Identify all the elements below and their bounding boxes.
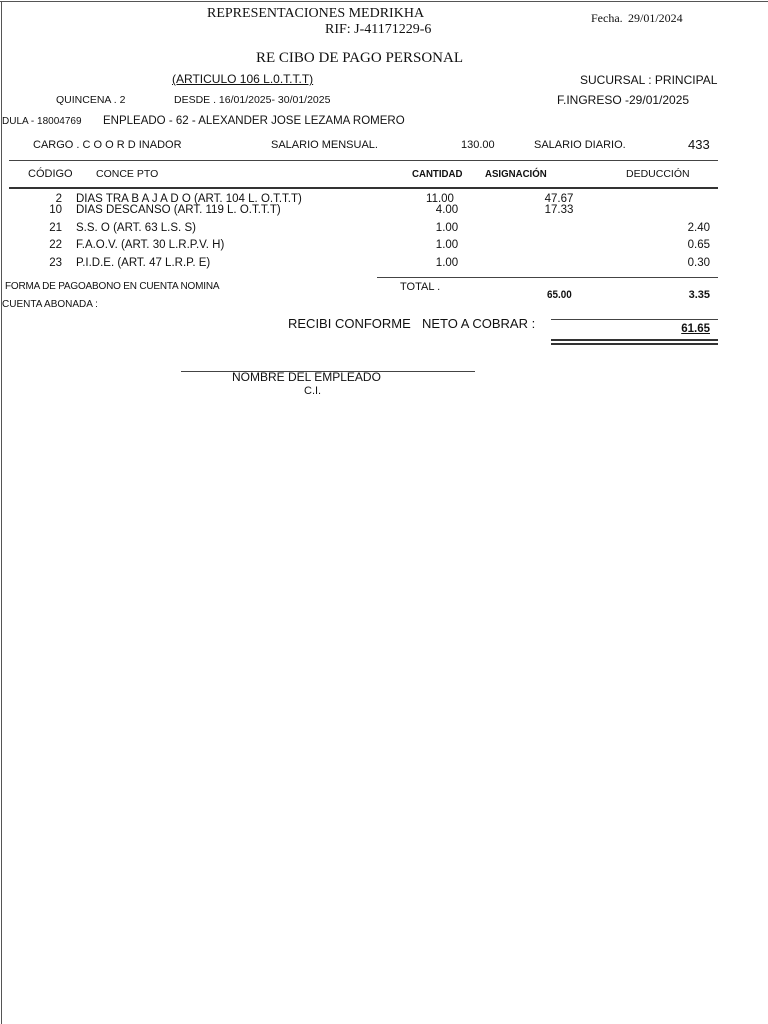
column-header-codigo: CÓDIGO	[28, 168, 73, 180]
table-header-bottom-rule	[9, 187, 718, 189]
article-reference: (ARTICULO 106 L.0.T.T.T)	[172, 72, 314, 86]
row-cantidad: 11.00	[426, 193, 454, 205]
company-rif: RIF: J-41171229-6	[325, 22, 432, 37]
row-cantidad: 1.00	[435, 239, 459, 251]
total-label: TOTAL .	[400, 281, 441, 293]
row-concepto: F.A.O.V. (ART. 30 L.R.P.V. H)	[76, 239, 225, 251]
monthly-salary-label: SALARIO MENSUAL.	[271, 139, 378, 151]
row-cantidad: 1.00	[435, 257, 459, 269]
left-border	[1, 1, 2, 1024]
row-codigo: 10	[49, 204, 62, 216]
table-header-top-rule	[9, 160, 718, 161]
quincena: QUINCENA . 2	[56, 94, 126, 106]
account-deposited: CUENTA ABONADA :	[2, 299, 98, 310]
row-deduccion: 0.65	[687, 239, 710, 251]
daily-salary-value: 433	[688, 137, 710, 152]
row-deduccion: 2.40	[687, 222, 710, 234]
total-deduccion: 3.35	[688, 289, 710, 301]
net-pay-value: 61.65	[681, 323, 710, 335]
job-title: CARGO . C O O R D INADOR	[33, 139, 182, 151]
row-concepto: P.I.D.E. (ART. 47 L.R.P. E)	[76, 257, 211, 269]
employee-name-label: NOMBRE DEL EMPLEADO	[232, 370, 381, 384]
date-label: Fecha.	[591, 11, 623, 25]
period-range: DESDE . 16/01/2025- 30/01/2025	[174, 94, 331, 106]
monthly-salary-value: 130.00	[461, 139, 495, 151]
column-header-concepto: CONCE PTO	[96, 168, 159, 180]
company-name: REPRESENTACIONES MEDRIKHA	[207, 6, 425, 21]
net-pay-double-rule-2	[551, 343, 718, 345]
top-border	[0, 1, 768, 2]
net-pay-label: NETO A COBRAR :	[422, 316, 536, 331]
date-value: 29/01/2024	[628, 11, 683, 25]
row-cantidad: 4.00	[435, 204, 459, 216]
row-codigo: 21	[49, 222, 62, 234]
row-asignacion: 47.67	[544, 193, 574, 205]
employee-id: DULA - 18004769	[2, 116, 82, 127]
row-deduccion: 0.30	[687, 257, 710, 269]
daily-salary-label: SALARIO DIARIO.	[534, 139, 626, 151]
receipt-title: RE CIBO DE PAGO PERSONAL	[256, 50, 463, 66]
row-concepto: S.S. O (ART. 63 L.S. S)	[76, 222, 196, 234]
row-codigo: 22	[49, 239, 62, 251]
hire-date: F.INGRESO -29/01/2025	[557, 93, 690, 107]
column-header-deduccion: DEDUCCIÓN	[626, 168, 690, 180]
branch: SUCURSAL : PRINCIPAL	[580, 73, 718, 87]
net-pay-top-rule	[551, 319, 718, 320]
row-codigo: 2	[55, 193, 62, 205]
employee-name: ENPLEADO - 62 - ALEXANDER JOSE LEZAMA ROMERO	[103, 115, 405, 127]
total-asignacion: 65.00	[547, 289, 572, 301]
row-codigo: 23	[49, 257, 62, 269]
column-header-asignacion: ASIGNACIÓN	[485, 168, 547, 180]
row-concepto: DIAS TRA B A J A D O (ART. 104 L. O.T.T.T)	[76, 193, 302, 205]
row-concepto: DIAS DESCANSO (ART. 119 L. O.T.T.T)	[76, 204, 281, 216]
ci-label: C.I.	[304, 385, 322, 397]
row-asignacion: 17.33	[544, 204, 574, 216]
payment-method: FORMA DE PAGOABONO EN CUENTA NOMINA	[5, 281, 220, 292]
column-header-cantidad: CANTIDAD	[412, 168, 463, 180]
row-cantidad: 1.00	[435, 222, 459, 234]
totals-rule	[377, 277, 718, 278]
net-pay-double-rule-1	[551, 339, 718, 341]
received-conforme: RECIBI CONFORME	[288, 316, 411, 331]
